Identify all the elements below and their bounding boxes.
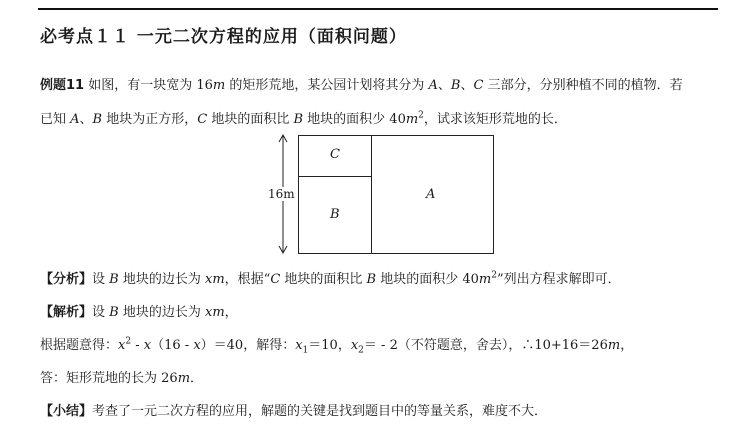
rectangle-diagram [268,133,498,255]
summary-line: 【小结】考查了一元二次方程的应用，解题的关键是找到题目中的等量关系，难度不大． [40,404,548,419]
analysis-label: 【分析】 [40,272,93,287]
label-b: B [330,207,340,222]
solution-label: 【解析】 [40,305,93,320]
answer-line: 答：矩形荒地的长为 26m． [40,371,204,386]
example-label: 例题11 [40,78,85,93]
section-title: 必考点１１ 一元二次方程的应用（面积问题） [40,27,407,47]
top-rule [38,8,718,10]
example-line-1: 例题11 如图，有一块宽为 16m 的矩形荒地，某公园计划将其分为 A、B、C 三部分，分别种植不同的植物．若 [40,78,683,93]
width-label: 16m [268,187,295,201]
analysis-line: 【分析】设 B 地块的边长为 xm，根据“C 地块的面积比 B 地块的面积少 $40m^2$”列出方程求解即可． [40,270,621,287]
label-a: A [426,187,436,202]
label-c: C [330,147,340,162]
solution-line-1: 【解析】设 B 地块的边长为 xm， [40,305,238,320]
example-line-2: 已知 A、B 地块为正方形，C 地块的面积比 B 地块的面积少 $40m^2$，试求该矩形荒地的长． [40,110,567,127]
solution-equation: 根据题意得：$x^2 - x(16 - x)=40$，解得：$x_1=10$，$x_2= - 2$（不符题意，舍去），∴10+16＝26m， [40,336,634,356]
summary-label: 【小结】 [40,404,93,419]
